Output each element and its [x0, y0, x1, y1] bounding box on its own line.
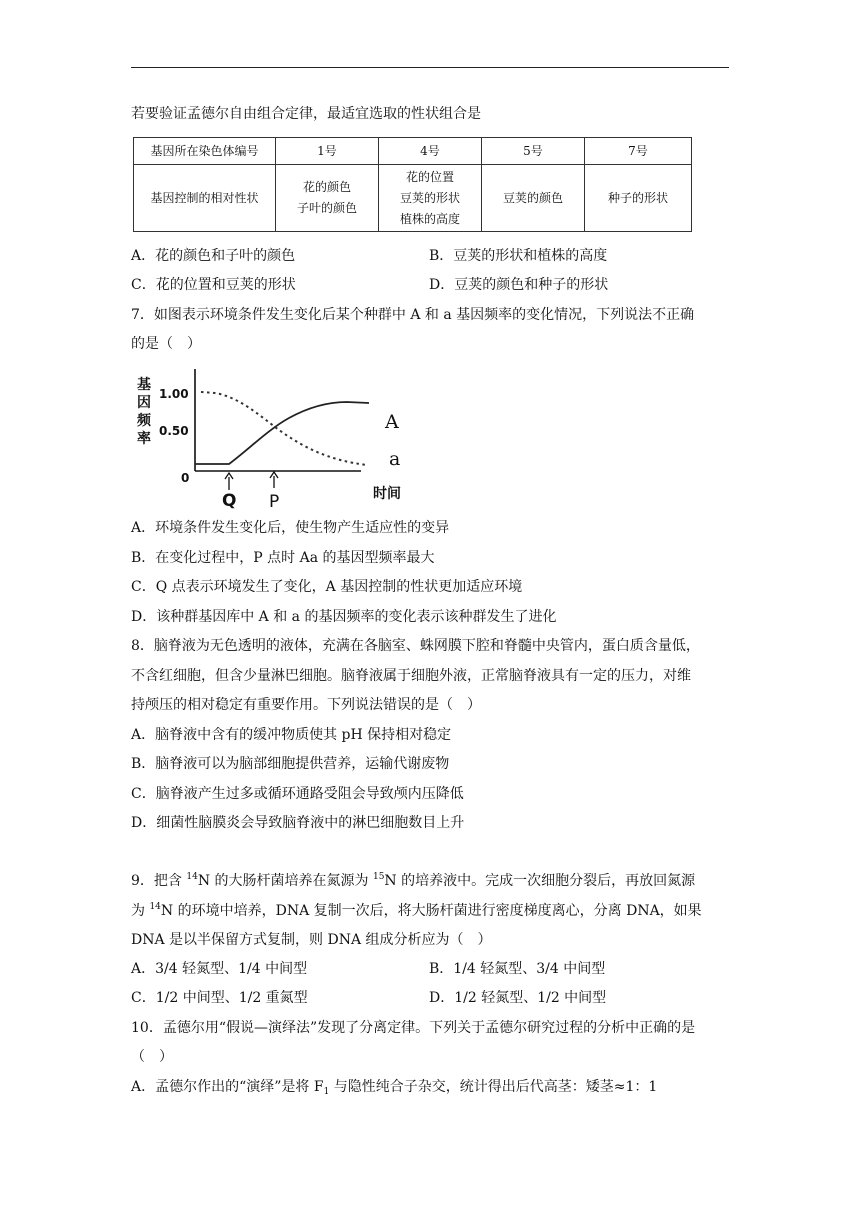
trait-text: 豆荚的颜色 [502, 190, 563, 205]
table-cell: 4号 [379, 138, 482, 165]
ylabel-char: 频 [137, 413, 151, 429]
gene-frequency-figure [131, 365, 421, 515]
q9-text: 为 [131, 903, 150, 919]
q10-stem-line2: （ ） [131, 1049, 173, 1065]
q9-text: N 的大肠杆菌培养在氮源为 [197, 873, 373, 889]
table-cell [482, 165, 585, 232]
trait-text: 子叶的颜色 [296, 201, 357, 215]
q6-stem: 若要验证孟德尔自由组合定律，最适宜选取的性状组合是 [131, 106, 481, 122]
table-header-cell: 基因所在染色体编号 [134, 138, 276, 165]
trait-text: 花的颜色 [302, 180, 351, 194]
q9-text: 9．把含 [131, 873, 187, 889]
q6-option-b: B．豆荚的形状和植株的高度 [429, 248, 608, 264]
q7-option-b: B．在变化过程中，P 点时 Aa 的基因型频率最大 [131, 550, 435, 566]
q7-stem-line2: 的是（ ） [131, 336, 201, 352]
series-A-label: A [385, 411, 399, 433]
ylabel-char: 因 [137, 395, 151, 411]
q7-option-d: D．该种群基因库中 A 和 a 的基因频率的变化表示该种群发生了进化 [131, 609, 557, 625]
q8-stem-line2: 不含红细胞，但含少量淋巴细胞。脑脊液属于细胞外液，正常脑脊液具有一定的压力，对维 [131, 668, 691, 684]
isotope-superscript: 14 [186, 872, 198, 882]
table-cell [276, 165, 379, 232]
table-cell: 1号 [276, 138, 379, 165]
q9-option-a: A．3/4 轻氮型、1/4 中间型 [131, 961, 308, 977]
trait-text: 豆荚的形状 [399, 190, 460, 205]
origin-label: 0 [181, 471, 190, 485]
q9-text: N 的环境中培养，DNA 复制一次后，将大肠杆菌进行密度梯度离心，分离 DNA，如果 [160, 903, 702, 919]
gene-frequency-graph [131, 365, 421, 515]
q6-option-d: D．豆荚的颜色和种子的形状 [429, 277, 609, 293]
q10-text: A．孟德尔作出的“演绎”是将 F [131, 1079, 324, 1095]
ylabel-char: 率 [137, 431, 151, 447]
q8-stem-line3: 持颅压的相对稳定有重要作用。下列说法错误的是（ ） [131, 697, 481, 713]
q6-option-c: C．花的位置和豆荚的形状 [131, 277, 296, 293]
ytick-label-top: 1.00 [159, 387, 189, 401]
table-cell [379, 165, 482, 232]
q7-option-c: C．Q 点表示环境发生了变化，A 基因控制的性状更加适应环境 [131, 579, 523, 595]
series-A-line [195, 402, 369, 464]
trait-text: 花的位置 [405, 169, 454, 184]
q7-option-a: A．环境条件发生变化后，使生物产生适应性的变异 [131, 520, 450, 536]
q10-text: 与隐性纯合子杂交，统计得出后代高茎：矮茎≈1：1 [329, 1079, 658, 1095]
q8-option-a: A．脑脊液中含有的缓冲物质使其 pH 保持相对稳定 [131, 727, 452, 743]
q9-text: N 的培养液中。完成一次细胞分裂后，再放回氮源 [384, 873, 696, 889]
point-p-label: P [269, 492, 280, 512]
table-cell: 7号 [585, 138, 692, 165]
q8-stem-line1: 8．脑脊液为无色透明的液体，充满在各脑室、蛛网膜下腔和脊髓中央管内，蛋白质含量低， [131, 638, 700, 654]
ytick-label-mid: 0.50 [159, 424, 189, 438]
point-q-label: Q [222, 491, 237, 511]
isotope-superscript: 15 [372, 872, 385, 882]
q6-option-a: A．花的颜色和子叶的颜色 [131, 248, 296, 264]
trait-text: 种子的形状 [607, 190, 668, 205]
q9-option-d: D．1/2 轻氮型、1/2 中间型 [429, 990, 607, 1006]
q8-option-b: B．脑脊液可以为脑部细胞提供营养，运输代谢废物 [131, 756, 450, 772]
header-rule [131, 67, 729, 68]
table-row [134, 165, 692, 232]
gene-chromosome-table [133, 137, 692, 232]
q8-option-c: C．脑脊液产生过多或循环通路受阻会导致颅内压降低 [131, 786, 464, 802]
q7-stem-line1: 7．如图表示环境条件发生变化后某个种群中 A 和 a 基因频率的变化情况，下列说法不正确 [131, 307, 695, 323]
table-row [134, 138, 692, 165]
table-header-cell: 基因控制的相对性状 [134, 165, 276, 232]
q9-stem-line2 [131, 901, 702, 921]
q10-stem-line1: 10．孟德尔用“假说—演绎法”发现了分离定律。下列关于孟德尔研究过程的分析中正确的是 [131, 1020, 696, 1036]
q10-option-a [131, 1077, 657, 1097]
q9-option-b: B．1/4 轻氮型、3/4 中间型 [429, 961, 606, 977]
ylabel-char: 基 [137, 377, 151, 393]
table-cell: 5号 [482, 138, 585, 165]
q9-option-c: C．1/2 中间型、1/2 重氮型 [131, 990, 308, 1006]
x-axis-label: 时间 [373, 486, 401, 502]
q8-option-d: D．细菌性脑膜炎会导致脑脊液中的淋巴细胞数目上升 [131, 815, 465, 831]
series-a-label: a [389, 448, 401, 470]
table-cell [585, 165, 692, 232]
q9-stem-line1 [131, 871, 695, 891]
isotope-superscript: 14 [149, 902, 161, 912]
trait-text: 植株的高度 [399, 211, 460, 226]
q9-stem-line3: DNA 是以半保留方式复制，则 DNA 组成分析应为（ ） [131, 932, 492, 948]
generation-subscript: 1 [323, 1087, 330, 1097]
